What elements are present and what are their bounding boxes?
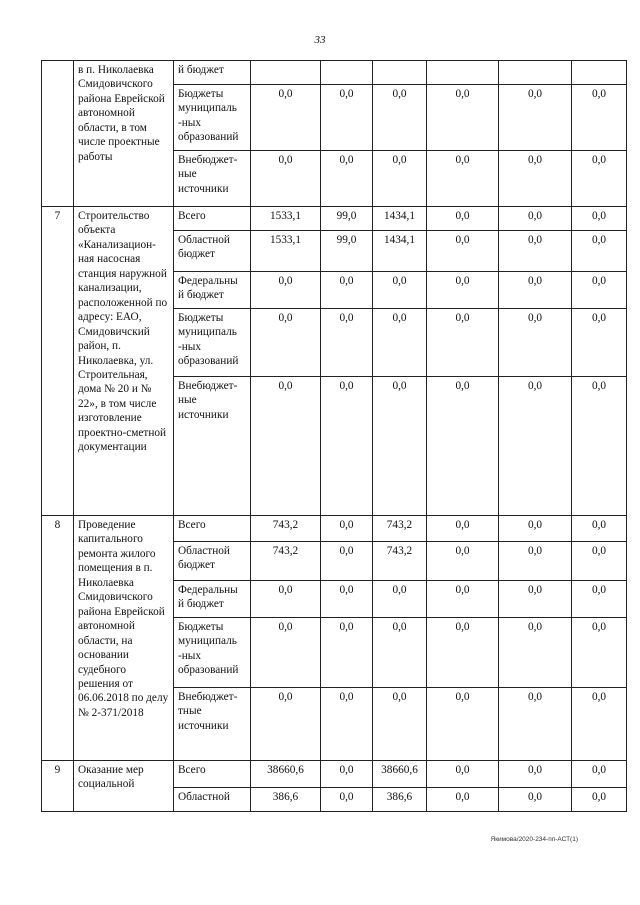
amount-cell: 743,2 — [373, 542, 427, 581]
amount-cell: 99,0 — [321, 207, 373, 231]
amount-cell: 0,0 — [251, 309, 321, 377]
amount-cell — [321, 61, 373, 85]
amount-cell: 1533,1 — [251, 207, 321, 231]
funding-source: Бюджеты муниципаль -ных образований — [174, 85, 251, 151]
amount-cell: 0,0 — [427, 309, 499, 377]
amount-cell: 0,0 — [572, 207, 627, 231]
amount-cell: 0,0 — [251, 688, 321, 761]
table-row — [42, 207, 627, 231]
amount-cell: 0,0 — [499, 618, 572, 688]
amount-cell: 0,0 — [572, 761, 627, 788]
funding-source: Областной — [174, 788, 251, 812]
row-number: 9 — [42, 761, 74, 812]
amount-cell: 0,0 — [499, 788, 572, 812]
amount-cell: 0,0 — [251, 85, 321, 151]
amount-cell: 0,0 — [373, 85, 427, 151]
amount-cell: 0,0 — [251, 618, 321, 688]
amount-cell — [373, 61, 427, 85]
object-description: Оказание мер социальной — [74, 761, 174, 812]
funding-source: Всего — [174, 516, 251, 542]
amount-cell: 0,0 — [427, 542, 499, 581]
amount-cell: 743,2 — [251, 516, 321, 542]
funding-source: Федеральны й бюджет — [174, 272, 251, 309]
funding-source: Федеральны й бюджет — [174, 581, 251, 618]
amount-cell: 0,0 — [321, 618, 373, 688]
amount-cell: 0,0 — [499, 85, 572, 151]
amount-cell: 743,2 — [373, 516, 427, 542]
amount-cell: 0,0 — [373, 377, 427, 516]
funding-source: Областной бюджет — [174, 542, 251, 581]
amount-cell: 0,0 — [321, 309, 373, 377]
object-description: в п. Николаевка Смидовичского района Еврейской автономной области, в том числе проектные работы — [74, 61, 174, 207]
amount-cell: 0,0 — [499, 516, 572, 542]
amount-cell: 0,0 — [321, 581, 373, 618]
amount-cell: 1533,1 — [251, 231, 321, 272]
amount-cell: 0,0 — [427, 207, 499, 231]
amount-cell: 0,0 — [499, 231, 572, 272]
funding-source: Внебюджет-ные источники — [174, 151, 251, 207]
amount-cell: 0,0 — [499, 542, 572, 581]
amount-cell: 1434,1 — [373, 207, 427, 231]
amount-cell: 0,0 — [572, 85, 627, 151]
amount-cell: 0,0 — [251, 151, 321, 207]
budget-table — [41, 60, 627, 812]
document-footer: Якимова/2020-234-пп-АСТ(1) — [490, 836, 578, 843]
amount-cell: 0,0 — [251, 377, 321, 516]
amount-cell: 386,6 — [251, 788, 321, 812]
amount-cell: 99,0 — [321, 231, 373, 272]
amount-cell: 0,0 — [373, 688, 427, 761]
amount-cell: 0,0 — [572, 309, 627, 377]
amount-cell: 0,0 — [321, 516, 373, 542]
amount-cell: 0,0 — [499, 581, 572, 618]
amount-cell: 0,0 — [427, 231, 499, 272]
amount-cell: 0,0 — [321, 788, 373, 812]
amount-cell: 0,0 — [572, 377, 627, 516]
table-body — [42, 61, 627, 812]
amount-cell: 0,0 — [321, 761, 373, 788]
funding-source: Внебюджет-тные источники — [174, 688, 251, 761]
amount-cell: 0,0 — [499, 151, 572, 207]
amount-cell: 0,0 — [427, 618, 499, 688]
amount-cell: 38660,6 — [373, 761, 427, 788]
amount-cell: 0,0 — [427, 688, 499, 761]
amount-cell — [499, 61, 572, 85]
amount-cell: 0,0 — [572, 516, 627, 542]
amount-cell: 0,0 — [499, 377, 572, 516]
amount-cell: 0,0 — [373, 618, 427, 688]
amount-cell — [427, 61, 499, 85]
amount-cell: 0,0 — [427, 788, 499, 812]
amount-cell: 0,0 — [321, 688, 373, 761]
amount-cell: 1434,1 — [373, 231, 427, 272]
object-description: Проведение капитального ремонта жилого помещения в п. Николаевка Смидовичского района Еврейской автономной области, на основании судебного решения от 06.06.2018 по делу № 2-371/2018 — [74, 516, 174, 761]
amount-cell: 0,0 — [427, 151, 499, 207]
amount-cell: 0,0 — [572, 272, 627, 309]
amount-cell: 0,0 — [572, 688, 627, 761]
amount-cell: 0,0 — [572, 788, 627, 812]
table-row — [42, 516, 627, 542]
row-number — [42, 61, 74, 207]
funding-source: Всего — [174, 207, 251, 231]
row-number: 7 — [42, 207, 74, 516]
amount-cell: 0,0 — [572, 542, 627, 581]
amount-cell: 0,0 — [427, 272, 499, 309]
amount-cell: 0,0 — [427, 377, 499, 516]
amount-cell: 386,6 — [373, 788, 427, 812]
amount-cell: 0,0 — [373, 581, 427, 618]
funding-source: Всего — [174, 761, 251, 788]
row-number: 8 — [42, 516, 74, 761]
amount-cell: 0,0 — [572, 581, 627, 618]
amount-cell: 0,0 — [427, 761, 499, 788]
amount-cell: 0,0 — [321, 85, 373, 151]
amount-cell: 0,0 — [499, 761, 572, 788]
page-number: 33 — [314, 34, 326, 46]
funding-source: Областной бюджет — [174, 231, 251, 272]
amount-cell: 0,0 — [572, 151, 627, 207]
amount-cell: 38660,6 — [251, 761, 321, 788]
amount-cell: 0,0 — [373, 151, 427, 207]
amount-cell: 0,0 — [321, 151, 373, 207]
table-row — [42, 61, 627, 85]
amount-cell: 743,2 — [251, 542, 321, 581]
amount-cell: 0,0 — [572, 231, 627, 272]
funding-source: Внебюджет-ные источники — [174, 377, 251, 516]
amount-cell: 0,0 — [427, 85, 499, 151]
amount-cell: 0,0 — [251, 272, 321, 309]
amount-cell: 0,0 — [321, 377, 373, 516]
amount-cell: 0,0 — [499, 309, 572, 377]
funding-source: й бюджет — [174, 61, 251, 85]
funding-source: Бюджеты муниципаль -ных образований — [174, 618, 251, 688]
amount-cell: 0,0 — [499, 688, 572, 761]
amount-cell: 0,0 — [373, 309, 427, 377]
amount-cell: 0,0 — [251, 581, 321, 618]
amount-cell: 0,0 — [427, 581, 499, 618]
amount-cell: 0,0 — [499, 207, 572, 231]
amount-cell: 0,0 — [373, 272, 427, 309]
amount-cell: 0,0 — [499, 272, 572, 309]
table-row — [42, 761, 627, 788]
amount-cell: 0,0 — [427, 516, 499, 542]
amount-cell — [251, 61, 321, 85]
amount-cell: 0,0 — [321, 542, 373, 581]
amount-cell — [572, 61, 627, 85]
amount-cell: 0,0 — [321, 272, 373, 309]
funding-source: Бюджеты муниципаль -ных образований — [174, 309, 251, 377]
amount-cell: 0,0 — [572, 618, 627, 688]
object-description: Строительство объекта «Канализацион-ная насосная станция наружной канализации, расположенной по адресу: ЕАО, Смидовичский район, п. Николаевка, ул. Строительная, дома № 20 и № 22», в том числе изготовление проектно-сметной документации — [74, 207, 174, 516]
